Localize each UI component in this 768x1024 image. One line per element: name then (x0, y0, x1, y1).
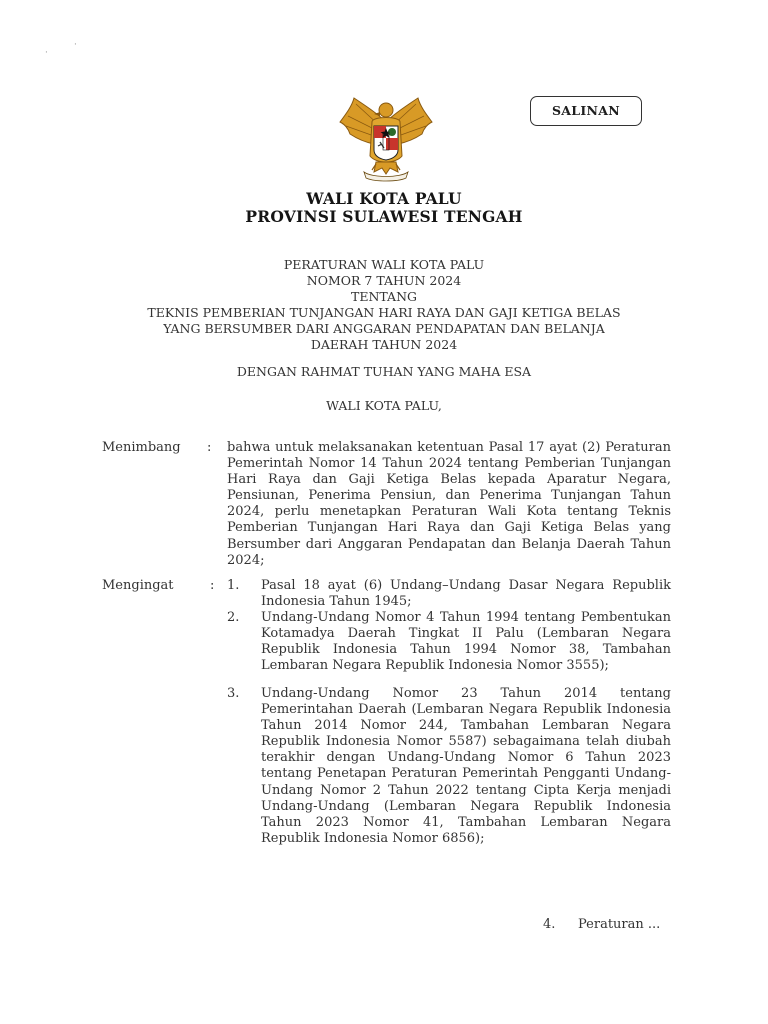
mengingat-item-number: 2. (227, 610, 240, 625)
regulation-subject-line: TEKNIS PEMBERIAN TUNJANGAN HARI RAYA DAN GAJI KETIGA BELAS (147, 305, 621, 320)
mengingat-item-text: Pasal 18 ayat (6) Undang–Undang Dasar Negara Republik Indonesia Tahun 1945; (261, 578, 671, 610)
mengingat-colon: : (210, 578, 215, 593)
mengingat-label: Mengingat (102, 578, 174, 593)
next-item-number: 4. (543, 917, 556, 932)
salinan-stamp: SALINAN (530, 96, 642, 126)
regulation-number: NOMOR 7 TAHUN 2024 (306, 273, 462, 288)
mengingat-item-number: 1. (227, 578, 240, 593)
mengingat-item-text: Undang-Undang Nomor 23 Tahun 2014 tentang Pemerintahan Daerah (Lembaran Negara Republik Indonesia Tahun 2014 Nomor 244, Tambahan Lembaran Negara Republik Indonesia Nomor 5587) sebagaimana telah diubah terakhir dengan Undang-Undang Nomor 6 Tahun 2023 tentang Penetapan Peraturan Pemerintah Pengganti Undang-Undang Nomor 2 Tahun 2022 tentang Cipta Kerja menjadi Undang-Undang (Lembaran Negara Republik Indonesia Tahun 2023 Nomor 41, Tambahan Lembaran Negara Republik Indonesia Nomor 6856); (261, 686, 671, 846)
regulation-type: PERATURAN WALI KOTA PALU (283, 257, 485, 272)
regulation-subject-line: YANG BERSUMBER DARI ANGGARAN PENDAPATAN DAN BELANJA (163, 321, 605, 336)
regulation-about: TENTANG (350, 289, 417, 304)
rahmat-line: DENGAN RAHMAT TUHAN YANG MAHA ESA (236, 364, 532, 379)
official-line: WALI KOTA PALU, (326, 398, 442, 413)
issuer-title: WALI KOTA PALU (306, 189, 462, 208)
mengingat-item-number: 3. (227, 686, 240, 701)
mengingat-item-text: Undang-Undang Nomor 4 Tahun 1994 tentang Pembentukan Kotamadya Daerah Tingkat II Palu (Lembaran Negara Republik Indonesia Tahun 1994 Nomor 38, Tambahan Lembaran Negara Republik Indonesia Nomor 3555); (261, 610, 671, 674)
menimbang-text: bahwa untuk melaksanakan ketentuan Pasal 17 ayat (2) Peraturan Pemerintah Nomor 14 Tahun 2024 tentang Pemberian Tunjangan Hari Raya dan Gaji Ketiga Belas kepada Aparatur Negara, Pensiunan, Penerima Pensiun, dan Penerima Tunjangan Tahun 2024, perlu menetapkan Peraturan Wali Kota tentang Teknis Pemberian Tunjangan Hari Raya dan Gaji Ketiga Belas yang Bersumber dari Anggaran Pendapatan dan Belanja Daerah Tahun 2024; (227, 440, 671, 568)
menimbang-label: Menimbang (102, 440, 181, 455)
menimbang-colon: : (207, 440, 212, 455)
regulation-subject-line: DAERAH TAHUN 2024 (310, 337, 458, 352)
garuda-emblem-icon (336, 92, 436, 184)
issuer-province: PROVINSI SULAWESI TENGAH (245, 207, 523, 226)
next-page-continuation: Peraturan ... (578, 917, 661, 932)
scan-speck: · (74, 40, 77, 50)
scan-speck: · (45, 48, 48, 58)
